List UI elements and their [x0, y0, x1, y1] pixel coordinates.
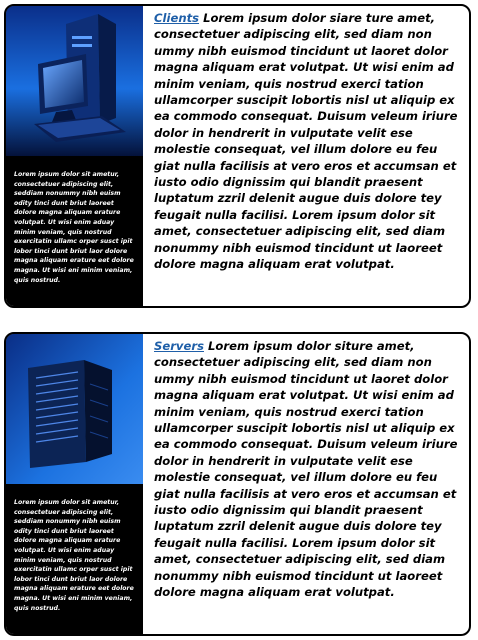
servers-link[interactable]: Servers — [154, 339, 204, 353]
clients-link[interactable]: Clients — [154, 11, 200, 25]
servers-description — [154, 338, 466, 601]
clients-body-text: Lorem ipsum dolor siare ture amet, consectetuer adipiscing elit, sed diam non ummy nibh euismod tincidunt ut laoret dolor magna aliquam erat volutpat. Ut wisi enim ad minim veniam, quis nostrud exerci tation ullamcorper suscipit lobortis nisl ut aliquip ex ea commodo consequat. Duisum veleum iriure dolor in hendrerit in vulputate velit ese molestie consequat, vel illum dolore eu feu giat nulla facilisis at vero eros et accumsan et iusto odio dignissim qui blandit praesent luptatum zzril delenit augue duis dolore tey feugait nulla facilisi. Lorem ipsum dolor sit amet, consectetuer adipiscing elit, sed diam nonummy nibh euismod tincidunt ut laoreet dolore magna aliquam erat volutpat. — [154, 11, 458, 272]
server-tower-icon — [6, 334, 143, 484]
clients-description — [154, 10, 466, 273]
servers-caption: Lorem ipsum dolor sit ametur, consectetuer adipiscing elit, seddiam nonummy nibh euism odity tinci dunt briut laoreet dolore magna aliquam erature volutpat. Ut wisi enim aduay minim veniam, quis nostrud exercitatin ullamc orper susct ipit lobor tinci dunt briut laor dolore magna aliquam erature eet dolore magna. Ut wisi eni minim veniam, quis nostrud. — [14, 499, 134, 612]
clients-sidebar — [6, 6, 143, 306]
desktop-computer-icon — [6, 6, 143, 156]
servers-card — [4, 332, 471, 636]
clients-caption: Lorem ipsum dolor sit ametur, consectetuer adipiscing elit, seddiam nonummy nibh euism odity tinci dunt briut laoreet dolore magna aliquam erature volutpat. Ut wisi enim aduay minim veniam, quis nostrud exercitatin ullamc orper susct ipit lobor tinci dunt briut laor dolore magna aliquam erature eet dolore magna. Ut wisi eni minim veniam, quis nostrud. — [14, 171, 134, 284]
servers-sidebar — [6, 334, 143, 634]
servers-body-text: Lorem ipsum dolor siture amet, consectetuer adipiscing elit, sed diam non ummy nibh euismod tincidunt ut laoret dolor magna aliquam erat volutpat. Ut wisi enim ad minim veniam, quis nostrud exerci tation ullamcorper suscipit lobortis nisl ut aliquip ex ea commodo consequat. Duisum veleum iriure dolor in hendrerit in vulputate velit ese molestie consequat, vel illum dolore eu feu giat nulla facilisis at vero eros et accumsan et iusto odio dignissim qui blandit praesent luptatum zzril delenit augue duis dolore tey feugait nulla facilisi. Lorem ipsum dolor sit amet, consectetuer adipiscing elit, sed diam nonummy nibh euismod tincidunt ut laoreet dolore magna aliquam erat volutpat. — [154, 339, 458, 600]
clients-card — [4, 4, 471, 308]
